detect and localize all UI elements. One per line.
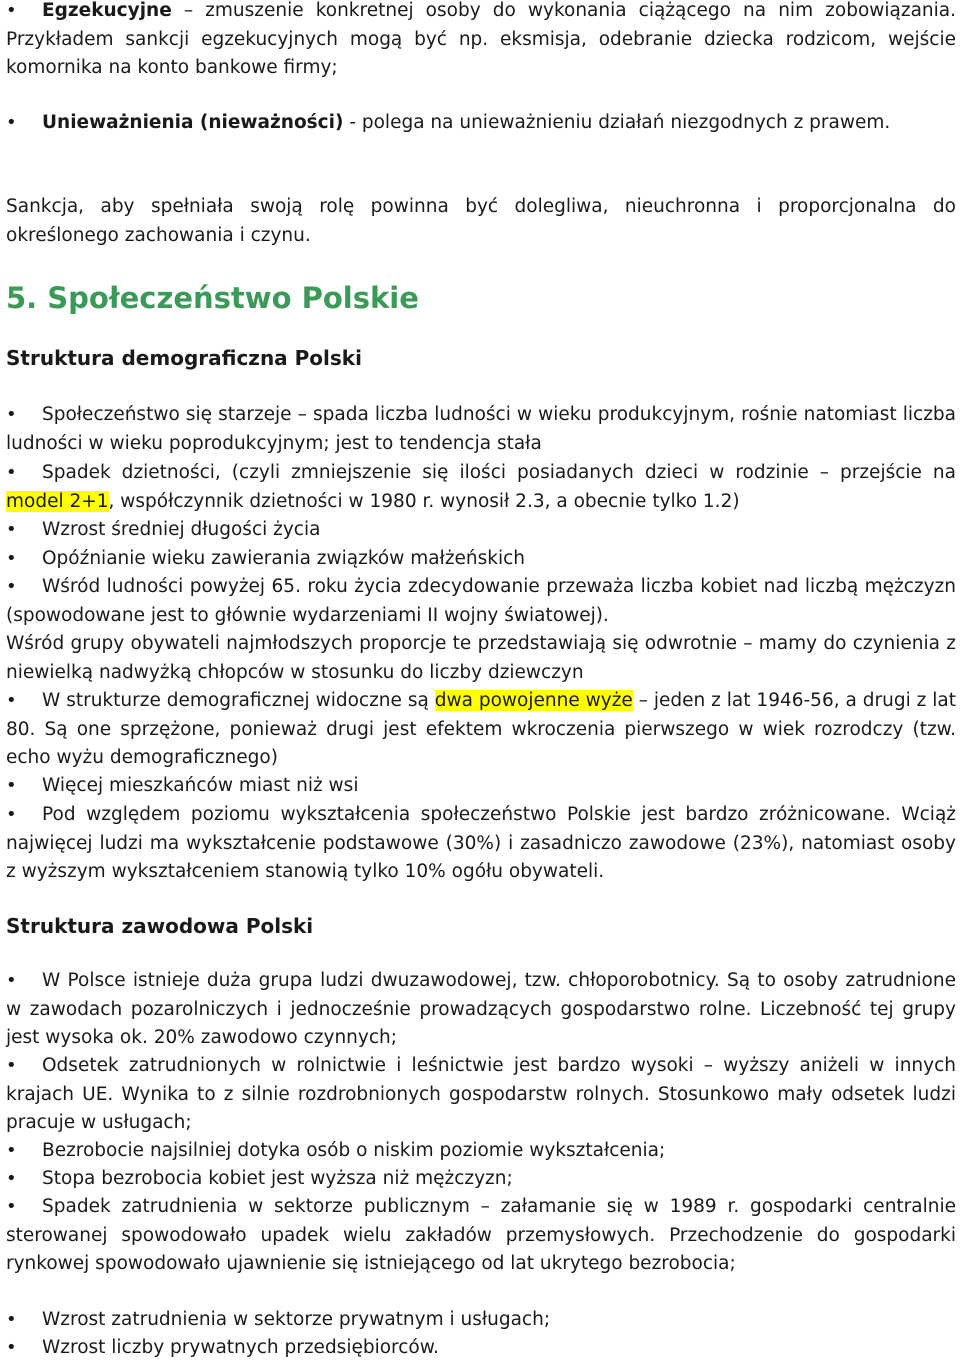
text-entrepreneurs: Wzrost liczby prywatnych przedsiębiorców. — [42, 1337, 440, 1358]
heading-occupational: Struktura zawodowa Polski — [6, 914, 314, 938]
text-booms-b: – jeden z lat 1946-56, a drugi z lat 80. Są one sprzężone, ponieważ drugi jest efektem wkroczenia pierwszego w wiek rozrodczy (tzw. echo wyżu demograficznego) — [6, 690, 956, 768]
bullet-over65 — [6, 573, 956, 630]
bullet-worker-peasants — [6, 967, 956, 1053]
term-uniewaznienia: Unieważnienia (nieważności) — [42, 112, 344, 133]
text-egzekucyjne: – zmuszenie konkretnej osoby do wykonania ciążącego na nim zobowiązania. Przykładem sankcji egzekucyjnych mogą być np. eksmisja, odebranie dziecka rodzicom, wejście komornika na konto bankowe firmy; — [6, 0, 956, 78]
text-fertility-a: Spadek dzietności, (czyli zmniejszenie się ilości posiadanych dzieci w rodzinie – przejście na — [42, 462, 956, 483]
bullet-lifespan — [6, 516, 956, 545]
term-egzekucyjne: Egzekucyjne — [42, 0, 172, 21]
highlight-model: model 2+1 — [6, 490, 109, 512]
text-fertility-b: , współczynnik dzietności w 1980 r. wynosił 2.3, a obecnie tylko 1.2) — [108, 490, 740, 512]
text-worker-peasants: W Polsce istnieje duża grupa ludzi dwuzawodowej, tzw. chłoporobotnicy. Są to osoby zatrudnione w zawodach pozarolniczych i jednocześnie prowadzących gospodarstwo rolne. Liczebność tej grupy jest wysoka ok. 20% zawodowo czynnych; — [6, 970, 956, 1048]
text-public-sector: Spadek zatrudnienia w sektorze publicznym – załamanie się w 1989 r. gospodarki centralnie sterowanej spowodowało upadek wielu zakładów przemysłowych. Przechodzenie do gospodarki rynkowej spowodowało ujawnienie się istniejącego od lat ukrytego bezrobocia; — [6, 1196, 956, 1274]
bullet-aging — [6, 401, 956, 458]
text-education: Pod względem poziomu wykształcenia społeczeństwo Polskie jest bardzo zróżnicowane. Wciąż najwięcej ludzi ma wykształcenie podstawowe (30%) i zasadniczo zawodowe (23%), natomiast osoby z wyższym wykształceniem stanowią tylko 10% ogółu obywateli. — [6, 804, 956, 882]
text-aging: Społeczeństwo się starzeje – spada liczba ludności w wieku produkcyjnym, rośnie natomiast liczba ludności w wieku poprodukcyjnym; jest to tendencja stała — [6, 404, 956, 454]
paragraph-sankcja: Sankcja, aby spełniała swoją rolę powinna być dolegliwa, nieuchronna i proporcjonalna do określonego zachowania i czynu. — [6, 196, 956, 246]
text-agriculture: Odsetek zatrudnionych w rolnictwie i leśnictwie jest bardzo wysoki – wyższy aniżeli w innych krajach UE. Wynika to z silnie rozdrobnionych gospodarstw rolnych. Stosunkowo mały odsetek ludzi pracuje w usługach; — [6, 1055, 956, 1133]
text-private-sector: Wzrost zatrudnienia w sektorze prywatnym i usługach; — [42, 1309, 551, 1330]
text-uniewaznienia: - polega na unieważnieniu działań niezgodnych z prawem. — [343, 112, 891, 133]
bullet-urban — [6, 772, 956, 801]
bullet-unemployment-women — [6, 1165, 956, 1194]
bullet-egzekucyjne — [6, 0, 956, 83]
bullet-baby-booms — [6, 687, 956, 773]
bullet-private-sector — [6, 1306, 956, 1335]
text-unemployment-education: Bezrobocie najsilniej dotyka osób o niskim poziomie wykształcenia; — [42, 1140, 666, 1161]
bullet-marriage — [6, 545, 956, 574]
text-lifespan: Wzrost średniej długości życia — [42, 519, 321, 540]
text-over65: Wśród ludności powyżej 65. roku życia zdecydowanie przeważa liczba kobiet nad liczbą mężczyzn (spowodowane jest to głównie wydarzeniami II wojny światowej). — [6, 576, 956, 626]
text-booms-a: W strukturze demograficznej widoczne są — [42, 690, 435, 711]
highlight-booms: dwa powojenne wyże — [434, 690, 633, 711]
bullet-entrepreneurs — [6, 1334, 956, 1363]
text-urban: Więcej mieszkańców miast niż wsi — [42, 775, 359, 796]
bullet-education — [6, 801, 956, 887]
heading-demographic: Struktura demograficzna Polski — [6, 346, 362, 370]
text-marriage: Opóźnianie wieku zawierania związków małżeńskich — [42, 548, 526, 569]
paragraph-youngest: Wśród grupy obywateli najmłodszych proporcje te przedstawiają się odwrotnie – mamy do czynienia z niewielką nadwyżką chłopców w stosunku do liczby dziewczyn — [6, 633, 956, 683]
bullet-public-sector — [6, 1193, 956, 1279]
section-title: 5. Społeczeństwo Polskie — [6, 281, 419, 315]
text-unemployment-women: Stopa bezrobocia kobiet jest wyższa niż mężczyzn; — [42, 1168, 513, 1189]
bullet-uniewaznienia — [6, 109, 956, 138]
bullet-unemployment-education — [6, 1137, 956, 1166]
bullet-agriculture — [6, 1052, 956, 1138]
bullet-fertility — [6, 459, 956, 516]
